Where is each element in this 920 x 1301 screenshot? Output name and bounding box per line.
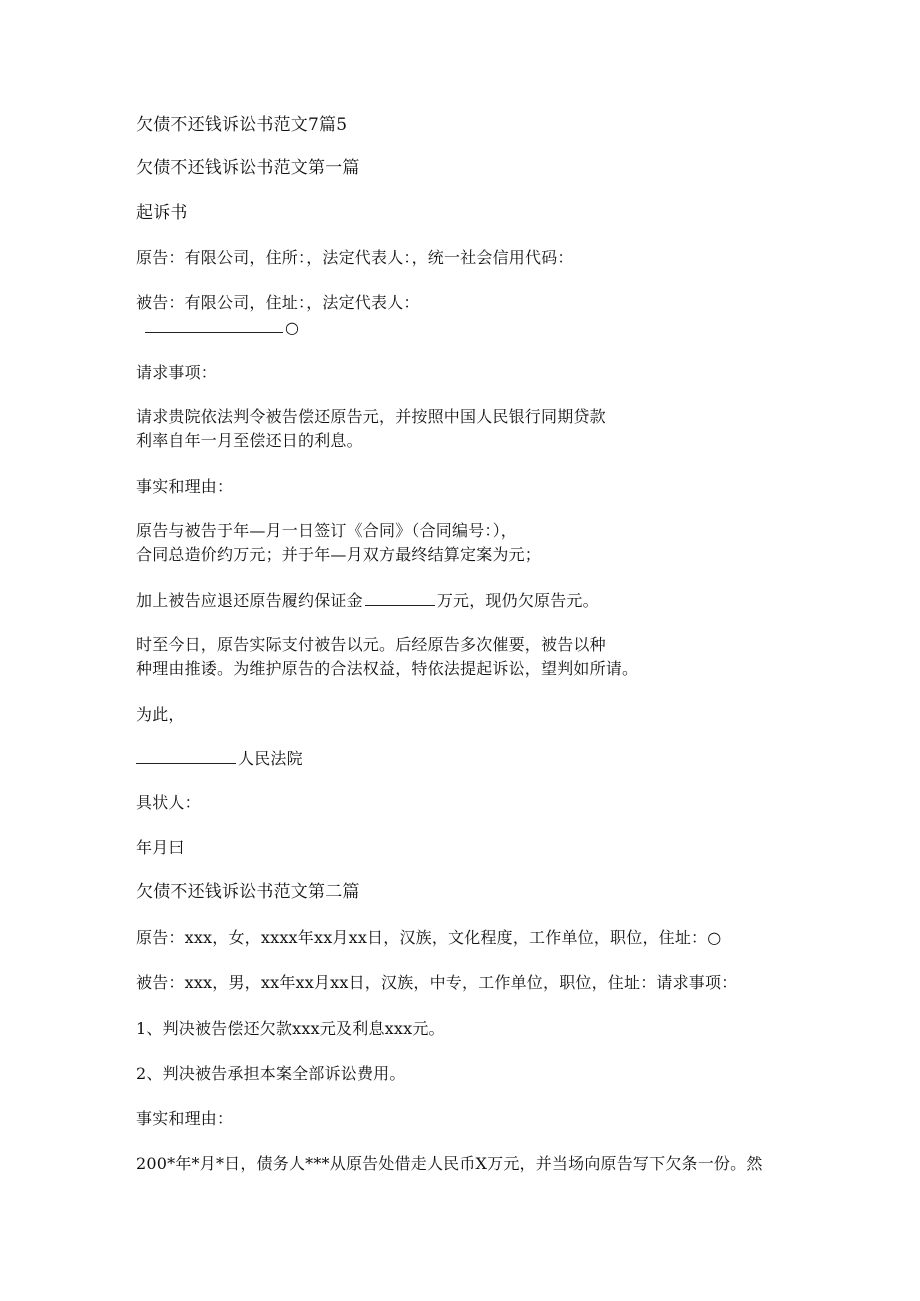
defendant-end-mark: ○ [285, 318, 300, 337]
date-line: 年月曰 [136, 838, 185, 857]
signer-line: 具状人： [136, 793, 201, 812]
blank-underline [145, 318, 283, 333]
claims-text-line-2: 利率自年一月至偿还日的利息。 [136, 431, 363, 450]
defendant-line: 被告：有限公司，住址：，法定代表人： [136, 293, 420, 312]
blank-underline [136, 749, 236, 764]
court-line [136, 748, 303, 770]
defendant-line-2: 被告：xxx，男，xx年xx月xx日，汉族，中专，工作单位，职位，住址：请求事项： [136, 973, 738, 992]
section-2-heading: 欠债不还钱诉讼书范文第二篇 [136, 882, 360, 902]
document-type: 起诉书 [136, 203, 188, 223]
facts-label-2: 事实和理由： [136, 1109, 234, 1128]
document-title: 欠债不还钱诉讼书范文7篇5 [136, 115, 348, 135]
claims-text-line-1: 请求贵院依法判令被告偿还原告元，并按照中国人民银行同期贷款 [136, 407, 606, 426]
deposit-text-a: 加上被告应退还原告履约保证金 [136, 591, 363, 610]
court-name: 人民法院 [238, 749, 303, 768]
defendant-blank-line [145, 317, 299, 339]
deposit-line [136, 590, 599, 612]
facts-text-line-2: 合同总造价约万元；并于年—月双方最终结算定案为元； [136, 545, 542, 564]
claims-label: 请求事项： [136, 363, 218, 382]
claim-item-1: 1、判决被告偿还欠款xxx元及利息xxx元。 [136, 1019, 445, 1038]
claim-item-2: 2、判决被告承担本案全部诉讼费用。 [136, 1064, 406, 1083]
plaintiff-line-2: 原告：xxx，女，xxxx年xx月xx日，汉族，文化程度，工作单位，职位，住址：○ [136, 928, 722, 947]
facts-label: 事实和理由： [136, 477, 234, 496]
plaintiff-line: 原告：有限公司，住所：，法定代表人：，统一社会信用代码： [136, 248, 574, 267]
todate-text-line-2: 种理由推诿。为维护原告的合法权益，特依法提起诉讼，望判如所请。 [136, 659, 639, 678]
deposit-text-b: 万元，现仍欠原告元。 [436, 591, 599, 610]
facts-text-2-line-1: 200*年*月*日，债务人***从原告处借走人民币X万元，并当场向原告写下欠条一份。然 [136, 1154, 763, 1173]
todate-text-line-1: 时至今日，原告实际支付被告以元。后经原告多次催要，被告以种 [136, 635, 606, 654]
blank-underline [365, 591, 435, 606]
section-1-heading: 欠债不还钱诉讼书范文第一篇 [136, 158, 360, 178]
facts-text-line-1: 原告与被告于年—月一日签订《合同》（合同编号：）， [136, 521, 518, 540]
therefore-line: 为此， [136, 705, 185, 724]
